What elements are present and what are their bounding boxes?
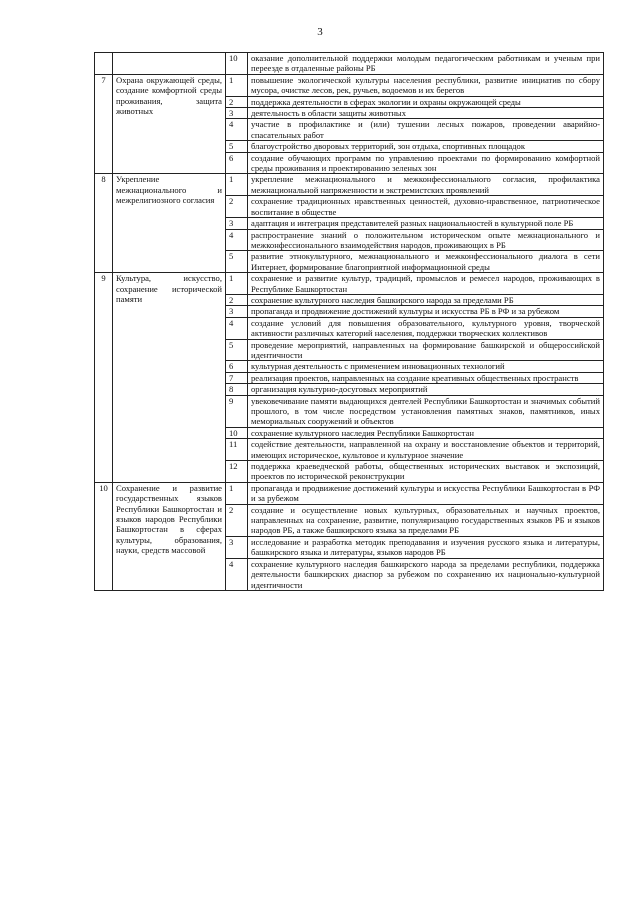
- item-text: создание обучающих программ по управлению проектами по формированию комфортной среды проживания и проектированию зеленых зон: [248, 152, 604, 174]
- table-row: [95, 74, 604, 96]
- item-number: 2: [226, 504, 248, 536]
- item-number: 10: [226, 427, 248, 438]
- item-text: содействие деятельности, направленной на охрану и восстановление объектов и территорий, имеющих историческое, культовое и культурное значение: [248, 439, 604, 461]
- section-direction: Укрепление межнационального и межрелигиозного согласия: [113, 174, 226, 273]
- table-row: [95, 174, 604, 196]
- item-text: организация культурно-досуговых мероприятий: [248, 384, 604, 395]
- item-text: сохранение традиционных нравственных ценностей, духовно-нравственное, патриотическое воспитание в обществе: [248, 196, 604, 218]
- item-text: сохранение культурного наследия башкирского народа за пределами республики, поддержка деятельности башкирских диаспор за рубежом по сохранению их национально-культурной идентичности: [248, 558, 604, 590]
- item-number: 7: [226, 372, 248, 383]
- item-number: 1: [226, 74, 248, 96]
- item-number: 2: [226, 96, 248, 107]
- item-number: 2: [226, 196, 248, 218]
- section-number: [95, 53, 113, 75]
- item-number: 3: [226, 536, 248, 558]
- item-number: 8: [226, 384, 248, 395]
- item-text: поддержка деятельности в сферах экологии и охраны окружающей среды: [248, 96, 604, 107]
- item-text: культурная деятельность с применением инновационных технологий: [248, 361, 604, 372]
- table-row: [95, 53, 604, 75]
- item-text: исследование и разработка методик преподавания и изучения русского языка и литературы, башкирского языка и литературы, языков народов РБ: [248, 536, 604, 558]
- item-number: 5: [226, 339, 248, 361]
- item-number: 4: [226, 317, 248, 339]
- section-direction: Сохранение и развитие государственных языков Республики Башкортостан и языков народов Республики Башкортостан в сферах культуры, образования, науки, средств массовой: [113, 482, 226, 590]
- item-text: проведение мероприятий, направленных на формирование башкирской и общероссийской идентичности: [248, 339, 604, 361]
- item-number: 1: [226, 273, 248, 295]
- item-text: участие в профилактике и (или) тушении лесных пожаров, проведении аварийно-спасательных работ: [248, 119, 604, 141]
- section-number: 7: [95, 74, 113, 174]
- item-text: реализация проектов, направленных на создание креативных общественных пространств: [248, 372, 604, 383]
- table-row: [95, 482, 604, 504]
- item-text: укрепление межнационального и межконфессионального согласия, профилактика межнациональной напряженности и экстремистских проявлений: [248, 174, 604, 196]
- page-number: 3: [317, 26, 323, 38]
- item-text: увековечивание памяти выдающихся деятелей Республики Башкортостан и значимых событий прошлого, в том числе посредством установления памятных знаков, памятников, иных мемориальных сооружений и объектов: [248, 395, 604, 427]
- section-direction: [113, 53, 226, 75]
- item-number: 9: [226, 395, 248, 427]
- item-number: 4: [226, 558, 248, 590]
- directions-table: [94, 52, 604, 591]
- table-row: [95, 273, 604, 295]
- item-number: 5: [226, 141, 248, 152]
- section-number: 8: [95, 174, 113, 273]
- item-number: 2: [226, 294, 248, 305]
- item-text: пропаганда и продвижение достижений культуры и искусства Республики Башкортостан в РФ и за рубежом: [248, 482, 604, 504]
- item-text: деятельность в области защиты животных: [248, 108, 604, 119]
- item-number: 11: [226, 439, 248, 461]
- item-text: поддержка краеведческой работы, общественных исторических выставок и экспозиций, проектов по исторической реконструкции: [248, 461, 604, 483]
- item-text: сохранение культурного наследия Республики Башкортостан: [248, 427, 604, 438]
- item-text: создание и осуществление новых культурных, образовательных и научных проектов, направленных на сохранение, развитие, популяризацию государственных языков РБ и языков народов РБ, а также башкирского языка за пределами РБ: [248, 504, 604, 536]
- item-number: 12: [226, 461, 248, 483]
- item-text: повышение экологической культуры населения республики, развитие инициатив по сбору мусора, очистке лесов, рек, ручьев, водоемов и их берегов: [248, 74, 604, 96]
- item-text: создание условий для повышения образовательного, культурного уровня, творческой активности различных категорий населения, поддержки творческих коллективов: [248, 317, 604, 339]
- section-direction: Охрана окружающей среды, создание комфортной среды проживания, защита животных: [113, 74, 226, 174]
- section-number: 9: [95, 273, 113, 483]
- item-text: оказание дополнительной поддержки молодым педагогическим работникам и ученым при переезде в отдаленные районы РБ: [248, 53, 604, 75]
- item-number: 3: [226, 108, 248, 119]
- item-text: благоустройство дворовых территорий, зон отдыха, спортивных площадок: [248, 141, 604, 152]
- item-text: развитие этнокультурного, межнационального и межконфессионального диалога в сети Интернет, формирование благоприятной информационной среды: [248, 251, 604, 273]
- item-text: сохранение и развитие культур, традиций, промыслов и ремесел народов, проживающих в Республике Башкортостан: [248, 273, 604, 295]
- item-number: 3: [226, 218, 248, 229]
- item-text: сохранение культурного наследия башкирского народа за пределами РБ: [248, 294, 604, 305]
- item-number: 1: [226, 482, 248, 504]
- item-text: распространение знаний о положительном историческом опыте межнационального и межконфессионального взаимодействия народов, проживающих в РБ: [248, 229, 604, 251]
- item-number: 6: [226, 152, 248, 174]
- item-number: 5: [226, 251, 248, 273]
- item-number: 6: [226, 361, 248, 372]
- item-number: 4: [226, 119, 248, 141]
- item-text: пропаганда и продвижение достижений культуры и искусства РБ в РФ и за рубежом: [248, 306, 604, 317]
- section-number: 10: [95, 482, 113, 590]
- item-number: 4: [226, 229, 248, 251]
- item-text: адаптация и интеграция представителей разных национальностей в культурной поле РБ: [248, 218, 604, 229]
- item-number: 10: [226, 53, 248, 75]
- item-number: 1: [226, 174, 248, 196]
- section-direction: Культура, искусство, сохранение исторической памяти: [113, 273, 226, 483]
- item-number: 3: [226, 306, 248, 317]
